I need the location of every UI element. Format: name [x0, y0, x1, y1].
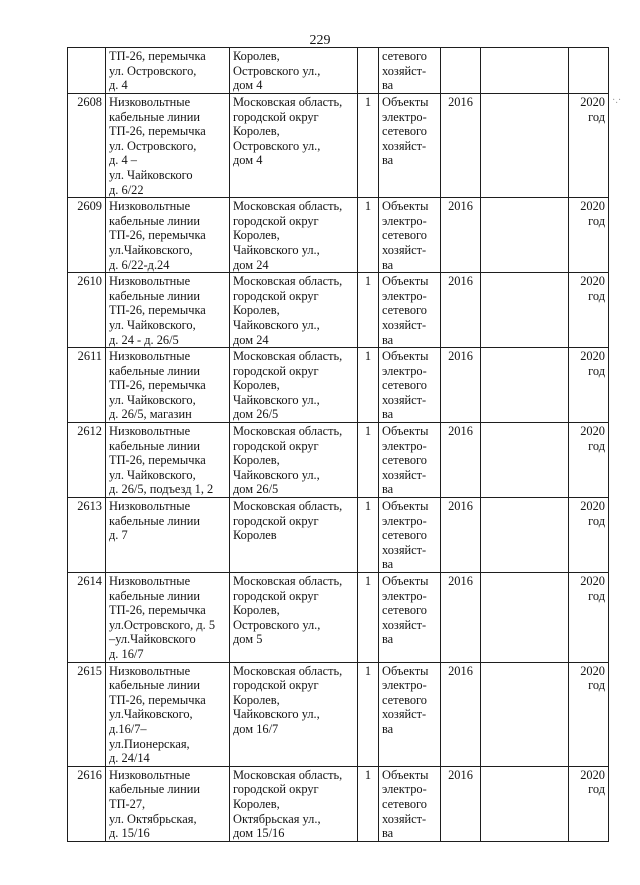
table-row — [68, 423, 609, 498]
object-deadline: 2020 год — [569, 662, 609, 766]
object-type: Объекты электро- сетевого хозяйст- ва — [379, 198, 441, 273]
object-year: 2016 — [441, 498, 481, 573]
empty-cell — [481, 498, 569, 573]
row-number: 2609 — [68, 198, 106, 273]
row-number: 2615 — [68, 662, 106, 766]
object-quantity: 1 — [358, 348, 379, 423]
empty-cell — [481, 273, 569, 348]
table-row — [68, 48, 609, 94]
object-address: Московская область, городской округ Королев, Чайковского ул., дом 26/5 — [230, 423, 358, 498]
table-row — [68, 348, 609, 423]
object-year: 2016 — [441, 273, 481, 348]
page-number: 229 — [309, 33, 331, 48]
object-quantity: 1 — [358, 498, 379, 573]
table-row — [68, 94, 609, 198]
object-address: Московская область, городской округ Королев, Октябрьская ул., дом 15/16 — [230, 766, 358, 841]
object-name: Низковольтные кабельные линии ТП-27, ул. Октябрьская, д. 15/16 — [106, 766, 230, 841]
object-address: Московская область, городской округ Королев, Чайковского ул., дом 16/7 — [230, 662, 358, 766]
table-row — [68, 498, 609, 573]
object-deadline: 2020 год — [569, 273, 609, 348]
object-address: Московская область, городской округ Королев, Чайковского ул., дом 26/5 — [230, 348, 358, 423]
object-deadline — [569, 48, 609, 94]
table-row — [68, 198, 609, 273]
object-name: Низковольтные кабельные линии ТП-26, перемычка ул. Островского, д. 4 – ул. Чайковского д. 6/22 — [106, 94, 230, 198]
object-name: Низковольтные кабельные линии ТП-26, перемычка ул. Чайковского, д. 26/5, магазин — [106, 348, 230, 423]
row-number: 2614 — [68, 573, 106, 663]
row-number: 2608 — [68, 94, 106, 198]
empty-cell — [481, 48, 569, 94]
object-type: Объекты электро- сетевого хозяйст- ва — [379, 423, 441, 498]
registry-table — [67, 47, 609, 842]
object-quantity: 1 — [358, 198, 379, 273]
empty-cell — [481, 348, 569, 423]
object-year: 2016 — [441, 766, 481, 841]
object-quantity: 1 — [358, 94, 379, 198]
object-year: 2016 — [441, 573, 481, 663]
row-number: 2610 — [68, 273, 106, 348]
object-deadline: 2020 год — [569, 423, 609, 498]
object-address: Московская область, городской округ Королев, Островского ул., дом 5 — [230, 573, 358, 663]
empty-cell — [481, 198, 569, 273]
object-name: Низковольтные кабельные линии ТП-26, перемычка ул.Чайковского, д.16/7– ул.Пионерская, д. 24/14 — [106, 662, 230, 766]
object-deadline: 2020 год — [569, 198, 609, 273]
object-quantity — [358, 48, 379, 94]
object-name: Низковольтные кабельные линии д. 7 — [106, 498, 230, 573]
object-address: Московская область, городской округ Королев — [230, 498, 358, 573]
scan-speck: ·.· — [612, 95, 622, 106]
object-year: 2016 — [441, 348, 481, 423]
empty-cell — [481, 94, 569, 198]
object-quantity: 1 — [358, 662, 379, 766]
row-number — [68, 48, 106, 94]
object-type: сетевого хозяйст- ва — [379, 48, 441, 94]
object-type: Объекты электро- сетевого хозяйст- ва — [379, 662, 441, 766]
object-address: Московская область, городской округ Королев, Чайковского ул., дом 24 — [230, 198, 358, 273]
object-type: Объекты электро- сетевого хозяйст- ва — [379, 348, 441, 423]
object-name: Низковольтные кабельные линии ТП-26, перемычка ул. Чайковского, д. 24 - д. 26/5 — [106, 273, 230, 348]
object-type: Объекты электро- сетевого хозяйст- ва — [379, 94, 441, 198]
empty-cell — [481, 573, 569, 663]
object-quantity: 1 — [358, 273, 379, 348]
row-number: 2612 — [68, 423, 106, 498]
object-name: Низковольтные кабельные линии ТП-26, перемычка ул.Чайковского, д. 6/22-д.24 — [106, 198, 230, 273]
object-deadline: 2020 год — [569, 573, 609, 663]
object-address: Московская область, городской округ Королев, Чайковского ул., дом 24 — [230, 273, 358, 348]
table-row — [68, 273, 609, 348]
object-deadline: 2020 год — [569, 348, 609, 423]
object-year: 2016 — [441, 198, 481, 273]
object-quantity: 1 — [358, 423, 379, 498]
object-address: Московская область, городской округ Королев, Островского ул., дом 4 — [230, 94, 358, 198]
object-deadline: 2020 год — [569, 94, 609, 198]
object-address: Королев, Островского ул., дом 4 — [230, 48, 358, 94]
object-name: Низковольтные кабельные линии ТП-26, перемычка ул. Чайковского, д. 26/5, подъезд 1, 2 — [106, 423, 230, 498]
object-quantity: 1 — [358, 573, 379, 663]
object-type: Объекты электро- сетевого хозяйст- ва — [379, 573, 441, 663]
object-type: Объекты электро- сетевого хозяйст- ва — [379, 273, 441, 348]
object-name: Низковольтные кабельные линии ТП-26, перемычка ул.Островского, д. 5 –ул.Чайковского д. 16/7 — [106, 573, 230, 663]
object-deadline: 2020 год — [569, 766, 609, 841]
object-quantity: 1 — [358, 766, 379, 841]
object-year: 2016 — [441, 94, 481, 198]
object-year: 2016 — [441, 662, 481, 766]
empty-cell — [481, 766, 569, 841]
object-deadline: 2020 год — [569, 498, 609, 573]
table-row — [68, 766, 609, 841]
row-number: 2616 — [68, 766, 106, 841]
table-row — [68, 573, 609, 663]
empty-cell — [481, 662, 569, 766]
object-type: Объекты электро- сетевого хозяйст- ва — [379, 766, 441, 841]
object-name: ТП-26, перемычка ул. Островского, д. 4 — [106, 48, 230, 94]
row-number: 2611 — [68, 348, 106, 423]
object-year: 2016 — [441, 423, 481, 498]
empty-cell — [481, 423, 569, 498]
object-type: Объекты электро- сетевого хозяйст- ва — [379, 498, 441, 573]
object-year — [441, 48, 481, 94]
row-number: 2613 — [68, 498, 106, 573]
table-row — [68, 662, 609, 766]
